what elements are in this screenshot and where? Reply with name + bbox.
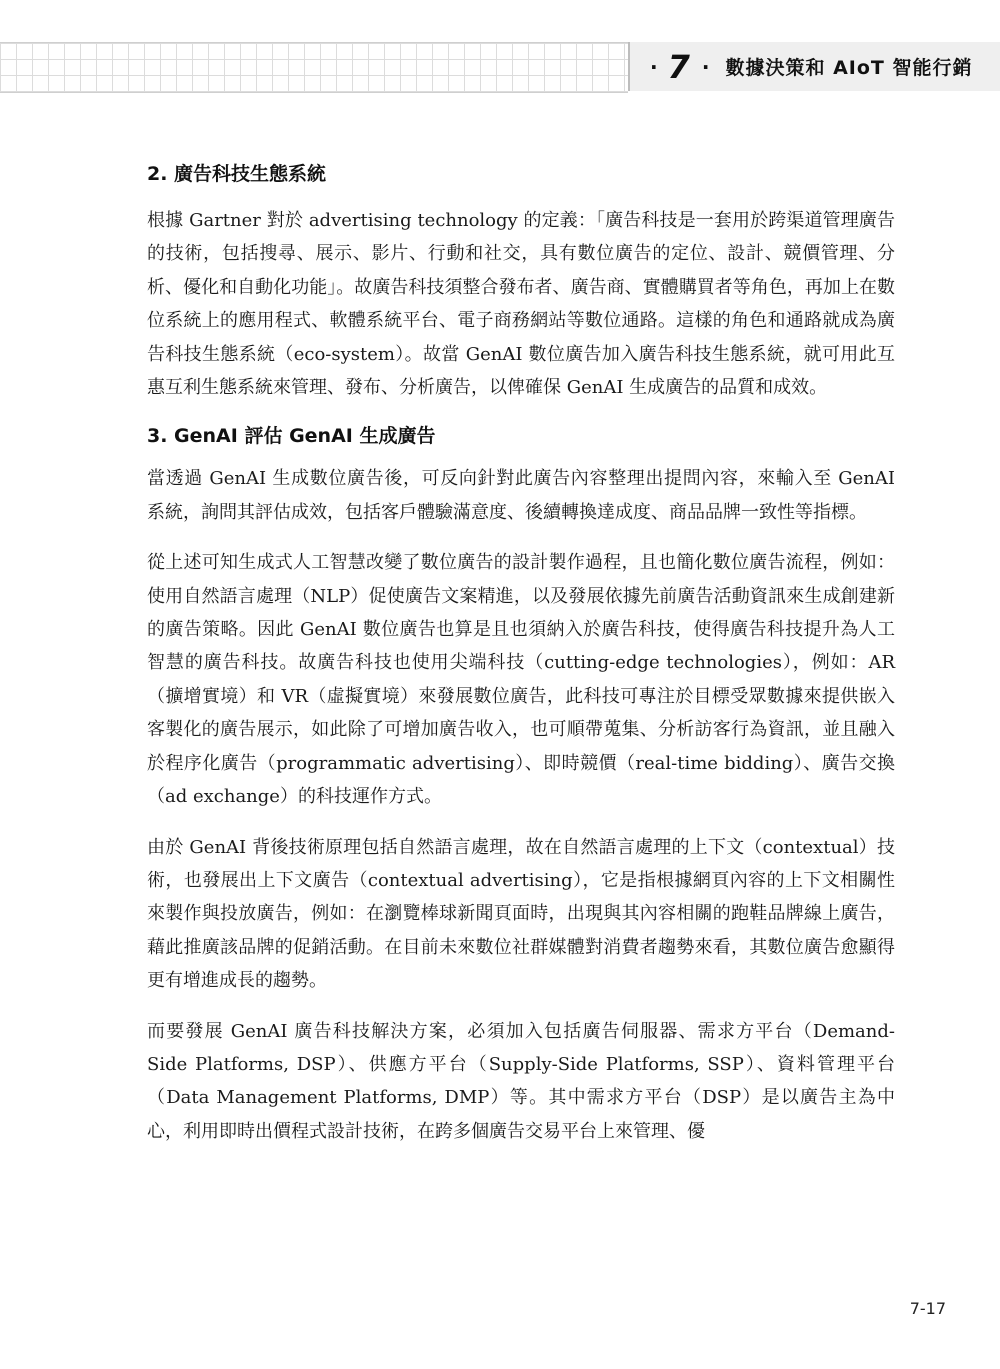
paragraph-genai-changes-ad-design: 從上述可知生成式人工智慧改變了數位廣告的設計製作過程，且也簡化數位廣告流程，例如：使用自然語言處理（NLP）促使廣告文案精進，以及發展依據先前廣告活動資訊來生成創建新的廣告策略。因此 GenAI 數位廣告也算是且也須納入於廣告科技，使得廣告科技提升為人工智慧的廣告科技。故廣告科技也使用尖端科技（cutting-edge technologies），例如：AR（擴增實境）和 VR（虛擬實境）來發展數位廣告，此科技可專注於目標受眾數據來提供嵌入客製化的廣告展示，如此除了可增加廣告收入，也可順帶蒐集、分析訪客行為資訊，並且融入於程序化廣告（programmatic advertising）、即時競價（real-time bidding）、廣告交換（ad exchange）的科技運作方式。 — [147, 552, 895, 808]
paragraph-ad-tech-definition: 根據 Gartner 對於 advertising technology 的定義：「廣告科技是一套用於跨渠道管理廣告的技術，包括搜尋、展示、影片、行動和社交，具有數位廣告的定位、設計、競價管理、分析、優化和自動化功能」。故廣告科技須整合發布者、廣告商、實體購買者等角色，再加上在數位系統上的應用程式、軟體系統平台、電子商務網站等數位通路。這樣的角色和通路就成為廣告科技生態系統（eco-system）。故當 GenAI 數位廣告加入廣告科技生態系統，就可用此互惠互利生態系統來管理、發布、分析廣告，以俾確保 GenAI 生成廣告的品質和成效。 — [147, 210, 895, 399]
paragraph-adtech-solutions: 而要發展 GenAI 廣告科技解決方案，必須加入包括廣告伺服器、需求方平台（Demand-Side Platforms, DSP）、供應方平台（Supply-Side Platforms, SSP）、資料管理平台（Data Management Platforms, DMP）等。其中需求方平台（DSP）是以廣告主為中心，利用即時出價程式設計技術，在跨多個廣告交易平台上來管理、優 — [147, 1020, 895, 1142]
page-number: 7-17 — [909, 1299, 946, 1318]
section-heading-genai-evaluation: 3. GenAI 評估 GenAI 生成廣告 — [147, 425, 436, 448]
chapter-title: 數據決策和 AIoT 智能行銷 — [725, 57, 973, 79]
paragraph-contextual-advertising: 由於 GenAI 背後技術原理包括自然語言處理，故在自然語言處理的上下文（contextual）技術，也發展出上下文廣告（contextual advertising），它是指根據網頁內容的上下文相關性來製作與投放廣告，例如：在瀏覽棒球新聞頁面時，出現與其內容相關的跑鞋品牌線上廣告，藉此推廣該品牌的促銷活動。在目前未來數位社群媒體對消費者趨勢來看，其數位廣告愈顯得更有增進成長的趨勢。 — [147, 836, 895, 992]
header-grid-pattern — [0, 42, 628, 93]
paragraph-genai-evaluation: 當透過 GenAI 生成數位廣告後，可反向針對此廣告內容整理出提問內容，來輸入至 GenAI 系統，詢問其評估成效，包括客戶體驗滿意度、後續轉換達成度、商品品牌一致性等指標。 — [147, 468, 895, 523]
chapter-number: 7 — [667, 47, 690, 86]
page-content — [147, 158, 895, 1148]
header-bullet-left: · — [650, 54, 658, 79]
chapter-header — [628, 42, 1000, 91]
section-heading-ad-tech-ecosystem: 2. 廣告科技生態系統 — [147, 163, 327, 185]
header-bullet-right: · — [701, 54, 710, 79]
